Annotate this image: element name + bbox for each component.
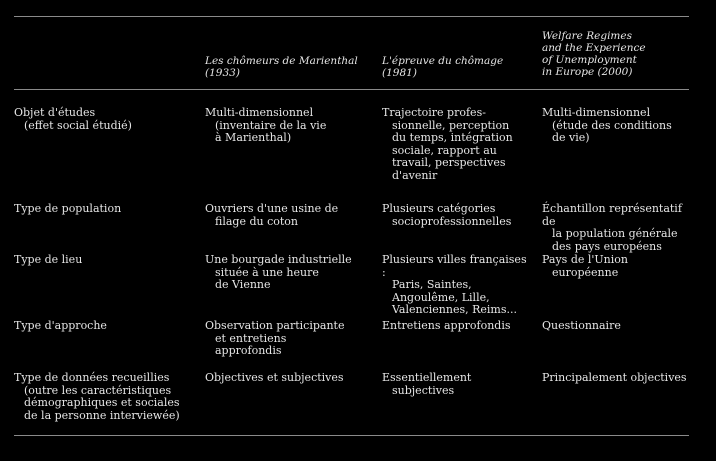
row-label-donnees: Type de données recueillies (outre les caractéristiques démographiques et sociales de la personne interviewée) [14,371,180,422]
cell-objet-epreuve: Trajectoire profes- sionnelle, perception du temps, intégration sociale, rapport au travail, perspectives d'avenir [382,106,513,182]
cell-approche-marienthal: Observation participante et entretiens approfondis [205,319,345,357]
row-label-population: Type de population [14,202,122,215]
cell-population-welfare: Échantillon représentatif de la population générale des pays européens [542,202,682,253]
cell-population-epreuve: Plusieurs catégories socioprofessionnelles [382,202,512,228]
header-welfare: Welfare Regimes and the Experience of Unemployment in Europe (2000) [542,30,646,78]
cell-lieu-marienthal: Une bourgade industrielle située à une heure de Vienne [205,253,352,291]
cell-population-marienthal: Ouvriers d'une usine de filage du coton [205,202,339,228]
table-bottom-rule [14,435,689,436]
header-marienthal: Les chômeurs de Marienthal (1933) [205,55,358,79]
cell-lieu-welfare: Pays de l'Union européenne [542,253,628,279]
header-epreuve: L'épreuve du chômage (1981) [382,55,504,79]
header-rule [14,89,689,90]
cell-approche-welfare: Questionnaire [542,319,621,332]
table-top-rule [14,16,689,17]
cell-lieu-epreuve: Plusieurs villes françaises : Paris, Saintes, Angoulême, Lille, Valenciennes, Reims... [382,253,527,316]
cell-objet-marienthal: Multi-dimensionnel (inventaire de la vie à Marienthal) [205,106,327,144]
row-label-approche: Type d'approche [14,319,107,332]
cell-approche-epreuve: Entretiens approfondis [382,319,511,332]
cell-objet-welfare: Multi-dimensionnel (étude des conditions de vie) [542,106,672,144]
cell-donnees-epreuve: Essentiellement subjectives [382,371,472,397]
cell-donnees-marienthal: Objectives et subjectives [205,371,344,384]
row-label-objet: Objet d'études (effet social étudié) [14,106,132,132]
cell-donnees-welfare: Principalement objectives [542,371,687,384]
row-label-lieu: Type de lieu [14,253,83,266]
